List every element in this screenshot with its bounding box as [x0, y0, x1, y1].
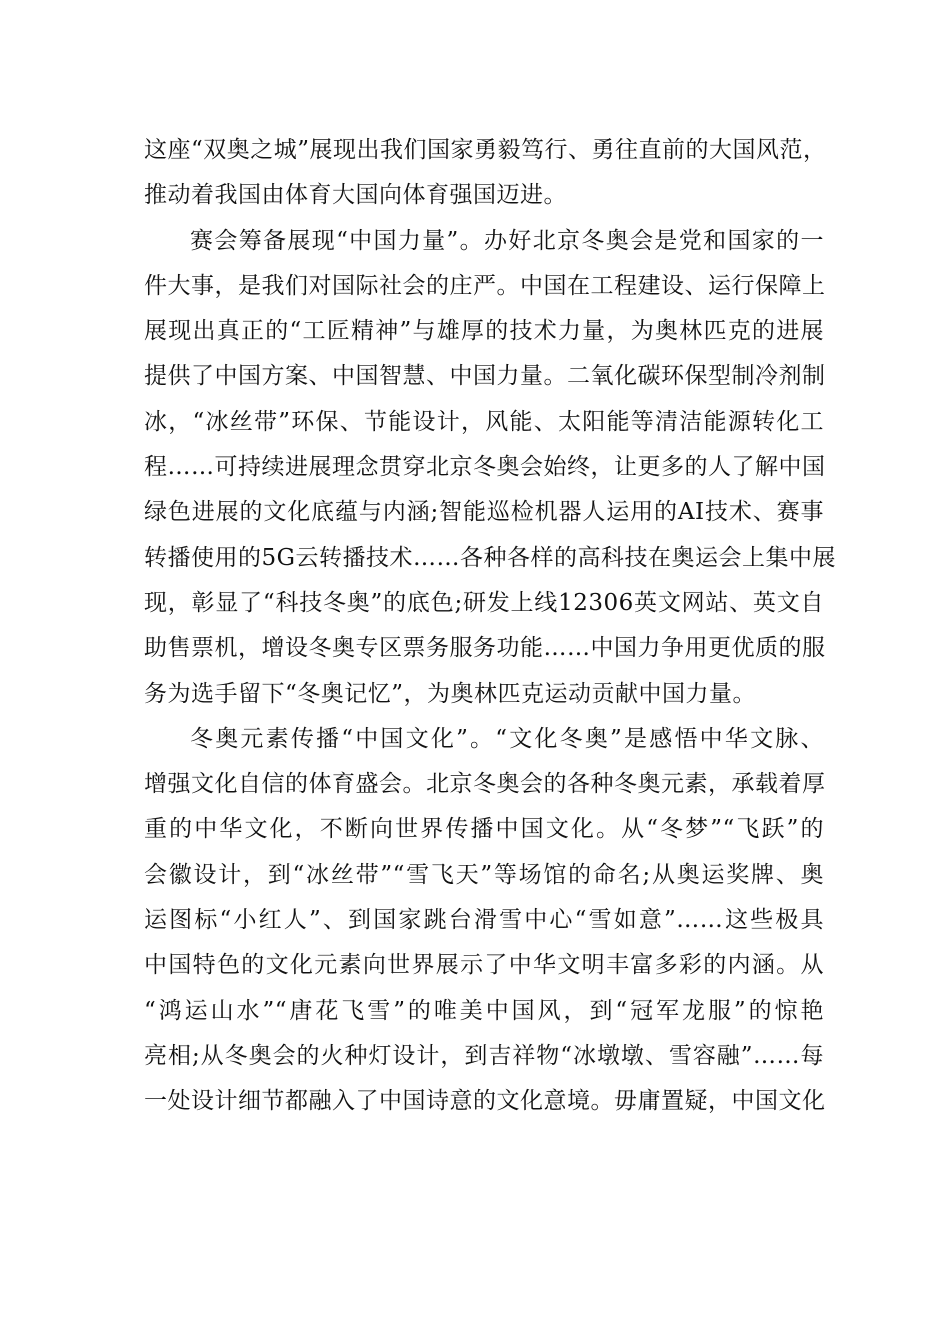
- paragraph-2-line-8: 转播使用的5G云转播技术……各种各样的高科技在奥运会上集中展: [144, 544, 837, 571]
- body-text: [144, 128, 837, 1125]
- paragraph-3-line-9: 一处设计细节都融入了中国诗意的文化意境。毋庸置疑，中国文化: [144, 1088, 826, 1115]
- paragraph-3-line-7: “鸿运山水”“唐花飞雪”的唯美中国风，到“冠军龙服”的惊艳: [144, 997, 824, 1024]
- paragraph-3-line-1: 冬奥元素传播“中国文化”。“文化冬奥”是感悟中华文脉、: [190, 725, 824, 752]
- paragraph-2-line-4: 提供了中国方案、中国智慧、中国力量。二氧化碳环保型制冷剂制: [144, 363, 826, 390]
- paragraph-2-line-5: 冰，“冰丝带”环保、节能设计，风能、太阳能等清洁能源转化工: [144, 408, 824, 435]
- paragraph-2-line-10: 助售票机，增设冬奥专区票务服务功能……中国力争用更优质的服: [144, 635, 826, 662]
- paragraph-2-line-1: 赛会筹备展现“中国力量”。办好北京冬奥会是党和国家的一: [190, 227, 824, 254]
- paragraph-3-line-5: 运图标“小红人”、到国家跳台滑雪中心“雪如意”……这些极具: [144, 907, 824, 934]
- paragraph-3-line-2: 增强文化自信的体育盛会。北京冬奥会的各种冬奥元素，承载着厚: [144, 771, 826, 798]
- paragraph-2-line-9: 现，彰显了“科技冬奥”的底色;研发上线12306英文网站、英文自: [144, 589, 824, 616]
- paragraph-2-line-7: 绿色进展的文化底蕴与内涵;智能巡检机器人运用的AI技术、赛事: [144, 499, 824, 526]
- paragraph-3-line-6: 中国特色的文化元素向世界展示了中华文明丰富多彩的内涵。从: [144, 952, 824, 979]
- paragraph-1-line-2: 推动着我国由体育大国向体育强国迈进。: [144, 182, 567, 209]
- paragraph-1-line-1: 这座“双奥之城”展现出我们国家勇毅笃行、勇往直前的大国风范，: [144, 137, 827, 163]
- paragraph-2-line-2: 件大事，是我们对国际社会的庄严。中国在工程建设、运行保障上: [144, 272, 826, 299]
- paragraph-3-line-4: 会徽设计，到“冰丝带”“雪飞天”等场馆的命名;从奥运奖牌、奥: [144, 861, 824, 888]
- paragraph-2-line-11: 务为选手留下“冬奥记忆”，为奥林匹克运动贡献中国力量。: [144, 680, 757, 707]
- paragraph-2-line-6: 程……可持续进展理念贯穿北京冬奥会始终，让更多的人了解中国: [144, 454, 826, 481]
- paragraph-3-line-3: 重的中华文化，不断向世界传播中国文化。从“冬梦”“飞跃”的: [144, 816, 824, 843]
- paragraph-3-line-8: 亮相;从冬奥会的火种灯设计，到吉祥物“冰墩墩、雪容融”……每: [144, 1042, 824, 1069]
- paragraph-2-line-3: 展现出真正的“工匠精神”与雄厚的技术力量，为奥林匹克的进展: [144, 318, 824, 345]
